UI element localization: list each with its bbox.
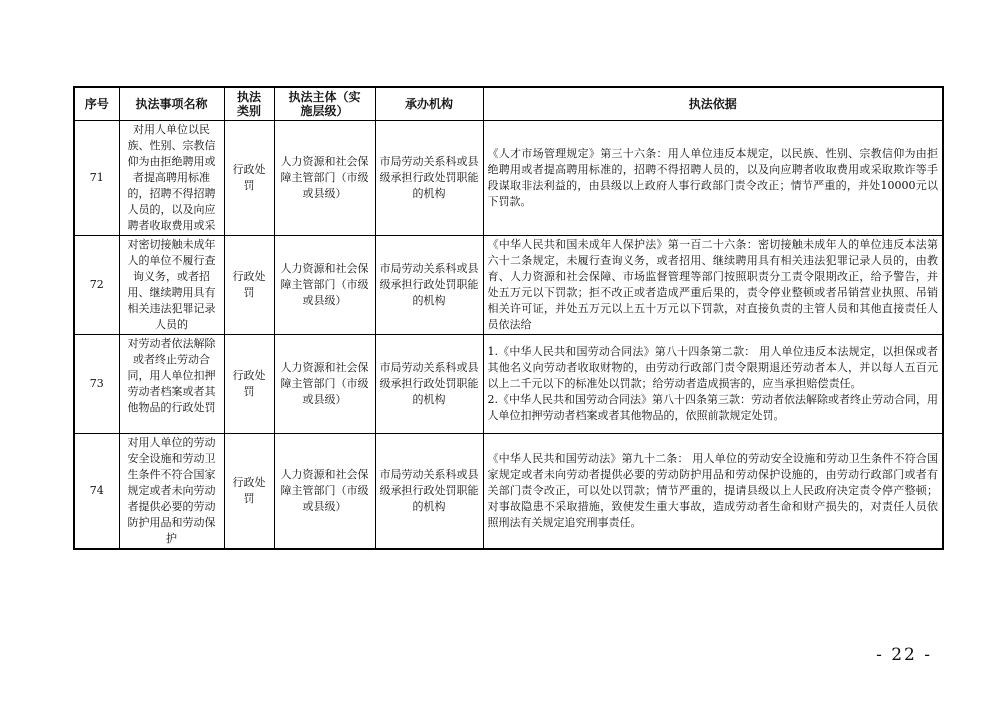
row-org: 市局劳动关系科或县级承担行政处罚职能的机构 <box>375 335 483 434</box>
row-org: 市局劳动关系科或县级承担行政处罚职能的机构 <box>375 236 483 335</box>
row-subject: 人力资源和社会保障主管部门（市级或县级） <box>274 335 375 434</box>
header-subject: 执法主体（实施层级） <box>274 87 375 121</box>
header-org: 承办机构 <box>375 87 483 121</box>
header-basis: 执法依据 <box>483 87 943 121</box>
row-seq: 73 <box>74 335 119 434</box>
row-item-name-text: 对用人单位以民族、性别、宗教信仰为由拒绝聘用或者提高聘用标准的，招聘不得招聘人员的，以及向应聘者收取费用或采 <box>127 123 216 232</box>
row-basis-text: 《中华人民共和国未成年人保护法》第一百二十六条：密切接触未成年人的单位违反本法第六十二条规定，未履行查询义务，或者招用、继续聘用具有相关违法犯罪记录人员的，由教育、人力资源和社会保障、市场监督管理等部门按照职责分工责令限期改正，给予警告，并处五万元以下罚款；拒不改正或者造成严重后果的，责令停业整顿或者吊销营业执照、吊销相关许可证，并处五万元以上五十万元以下罚款，对直接负责的主管人员和其他直接责任人员依法给 <box>487 238 938 331</box>
table-row <box>74 236 943 335</box>
row-subject: 人力资源和社会保障主管部门（市级或县级） <box>274 121 375 236</box>
row-basis: 《人才市场管理规定》第三十六条：用人单位违反本规定，以民族、性别、宗教信仰为由拒绝聘用或者提高聘用标准的，招聘不得招聘人员的，以及向应聘者收取费用或采取欺诈等手段谋取非法利益的，由县级以上政府人事行政部门责令改正；情节严重的，并处10000元以下罚款。 <box>483 121 943 236</box>
table-row <box>74 335 943 434</box>
row-seq: 72 <box>74 236 119 335</box>
row-basis: 《中华人民共和国劳动法》第九十二条： 用人单位的劳动安全设施和劳动卫生条件不符合国家规定或者未向劳动者提供必要的劳动防护用品和劳动保护设施的，由劳动行政部门或者有关部门责令改正，可以处以罚款；情节严重的，提请县级以上人民政府决定责令停产整顿；对事故隐患不采取措施，致使发生重大事故，造成劳动者生命和财产损失的，对责任人员依照刑法有关规定追究刑事责任。 <box>483 434 943 550</box>
row-org: 市局劳动关系科或县级承担行政处罚职能的机构 <box>375 434 483 550</box>
table-row <box>74 434 943 550</box>
row-org: 市局劳动关系科或县级承担行政处罚职能的机构 <box>375 121 483 236</box>
row-type: 行政处罚 <box>224 236 274 335</box>
row-type: 行政处罚 <box>224 121 274 236</box>
row-type: 行政处罚 <box>224 434 274 550</box>
row-basis-item-2: 2.《中华人民共和国劳动合同法》第八十四条第三款：劳动者依法解除或者终止劳动合同，用人单位扣押劳动者档案或者其他物品的，依照前款规定处罚。 <box>487 393 938 422</box>
row-item-name-text: 对用人单位的劳动安全设施和劳动卫生条件不符合国家规定或者未向劳动者提供必要的劳动防护用品和劳动保护 <box>127 436 216 545</box>
enforcement-items-table <box>73 86 944 550</box>
row-item-name-text: 对劳动者依法解除或者终止劳动合同，用人单位扣押劳动者档案或者其他物品的行政处罚 <box>127 337 216 414</box>
row-seq: 74 <box>74 434 119 550</box>
header-type: 执法类别 <box>224 87 274 121</box>
row-seq: 71 <box>74 121 119 236</box>
row-subject: 人力资源和社会保障主管部门（市级或县级） <box>274 236 375 335</box>
row-basis-item-1: 1.《中华人民共和国劳动合同法》第八十四条第二款： 用人单位违反本法规定，以担保或者其他名义向劳动者收取财物的，由劳动行政部门责令限期退还劳动者本人，并以每人五百元以上二千元以下的标准处以罚款；给劳动者造成损害的，应当承担赔偿责任。 <box>487 345 938 390</box>
header-name: 执法事项名称 <box>119 87 224 121</box>
row-type: 行政处罚 <box>224 335 274 434</box>
header-row <box>74 87 943 121</box>
row-item-name <box>119 434 224 550</box>
header-seq: 序号 <box>74 87 119 121</box>
table-row <box>74 121 943 236</box>
row-item-name <box>119 236 224 335</box>
row-item-name-text: 对密切接触未成年人的单位不履行查询义务，或者招用、继续聘用具有相关违法犯罪记录人员的 <box>127 238 216 331</box>
row-basis <box>483 236 943 335</box>
row-item-name <box>119 335 224 434</box>
row-basis <box>483 335 943 434</box>
row-subject: 人力资源和社会保障主管部门（市级或县级） <box>274 434 375 550</box>
page-number: - 22 - <box>876 645 932 665</box>
row-item-name <box>119 121 224 236</box>
